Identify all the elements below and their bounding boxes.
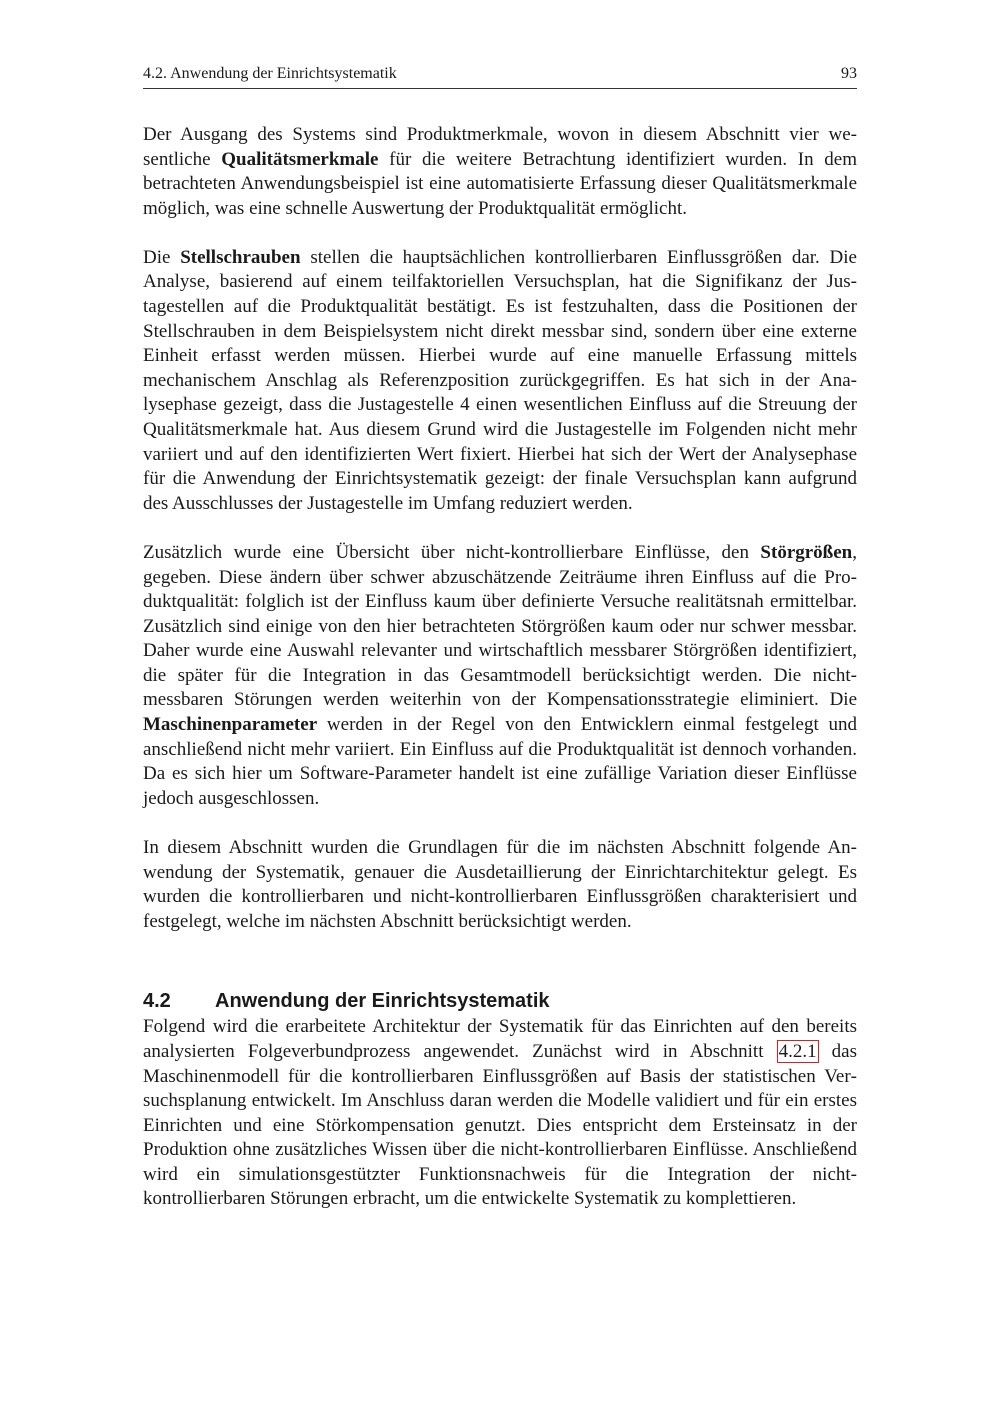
body-text (143, 123, 857, 1212)
paragraph-text: Folgend wird die erarbeitete Architektur der Systematik für das Einrichten auf den bereits analysierten Folgeverbundprozess angewendet. Zunächst wird in Abschnitt (143, 1016, 857, 1062)
running-header (143, 62, 857, 89)
paragraph-stellschrauben (143, 246, 857, 517)
page-number: 93 (841, 65, 857, 82)
paragraph-text: Die (143, 246, 181, 268)
term-qualitaetsmerkmale: Qualitätsmerkmale (221, 148, 379, 170)
running-title: 4.2. Anwendung der Einrichtsystematik (143, 65, 397, 82)
paragraph-text: werden in der Regel von den Entwicklern einmal festgelegt und anschließend nicht mehr variiert. Ein Einfluss auf die Produktqualität ist dennoch vorhanden. Da es sich hier um Software-Parameter handelt ist eine zufällige Variation dieser Einflüsse jedoch ausgeschlossen. (143, 714, 857, 809)
section-title: Anwendung der Einrichtsystematik (215, 990, 550, 1013)
paragraph-text: stellen die hauptsächlichen kontrollierbaren Einflussgrößen dar. Die Analyse, basierend auf einem teilfaktoriellen Versuchsplan, hat die Signifikanz der Justagestellen auf die Produktqualität bestätigt. Es ist festzuhalten, dass die Positionen der Stellschrauben in dem Beispielsystem nicht direkt messbar sind, sondern über eine externe Einheit erfasst werden müssen. Hierbei wurde auf eine manuelle Erfassung mittels mechanischem Anschlag als Referenzposition zurückgegriffen. Es hat sich in der Analysephase gezeigt, dass die Justagestelle 4 einen wesentlichen Einfluss auf die Streuung der Qualitätsmerkmale hat. Aus diesem Grund wird die Justagestelle im Folgenden nicht mehr variiert und auf den identifizierten Wert fixiert. Hierbei hat sich der Wert der Analysephase für die Anwendung der Einrichtsystematik gezeigt: der finale Versuchsplan kann aufgrund des Ausschlusses der Justagestelle im Umfang reduziert werden. (143, 246, 857, 514)
document-page (143, 62, 857, 1237)
paragraph-text: , gegeben. Diese ändern über schwer abzuschätzende Zeiträume ihren Einfluss auf die Produktqualität: folglich ist der Einfluss kaum über definierte Versuche realitätsnah ermittelbar. Zusätzlich sind einige von den hier betrachteten Störgrößen kaum oder nur schwer messbar. Daher wurde eine Auswahl relevanter und wirtschaftlich messbarer Störgrößen identifiziert, die später für die Integration in das Gesamtmodell berücksichtigt werden. Die nicht-messbaren Störungen werden weiterhin von der Kompensationsstrategie eliminiert. Die (143, 541, 857, 711)
term-maschinenparameter: Maschinenparameter (143, 714, 318, 736)
term-stellschrauben: Stellschrauben (180, 246, 301, 268)
paragraph-text: das Maschinenmodell für die kontrollierbaren Einflussgrößen auf Basis der statistischen Versuchsplanung entwickelt. Im Anschluss daran werden die Modelle validiert und für ein erstes Einrichten und eine Störkompensation genutzt. Dies entspricht dem Ersteinsatz in der Produktion ohne zusätzliches Wissen über die nicht-kontrollierbaren Einflüsse. Anschließend wird ein simulationsgestützter Funktionsnachweis für die Integration der nicht-kontrollierbaren Störungen erbracht, um die entwickelte Systematik zu komplettieren. (143, 1040, 858, 1210)
section-heading (143, 987, 857, 1015)
section-number: 4.2 (143, 990, 171, 1013)
paragraph-text: für die weitere Betrachtung identifiziert wurden. In dem betrachteten Anwendungsbeispiel ist eine automatisierte Erfassung dieser Qualitätsmerkmale möglich, was eine schnelle Auswertung der Produktqualität ermöglicht. (143, 148, 857, 219)
paragraph-qualitaetsmerkmale (143, 123, 857, 221)
section-cross-reference-link[interactable]: 4.2.1 (778, 1040, 817, 1062)
paragraph-text: In diesem Abschnitt wurden die Grundlagen für die im nächsten Abschnitt folgende Anwendung der Systematik, genauer die Ausdetaillierung der Einrichtarchitektur gelegt. Es wurden die kontrollierbaren und nicht-kontrollierbaren Einflussgrößen charakterisiert und festgelegt, welche im nächsten Abschnitt berücksichtigt werden. (143, 836, 857, 932)
term-stoergroessen: Störgrößen (760, 541, 853, 563)
paragraph-summary (143, 836, 857, 934)
paragraph-text: Der Ausgang des Systems sind Produktmerkmale, wovon in diesem Abschnitt vier wesentliche (143, 124, 857, 170)
paragraph-section-intro (143, 1015, 857, 1212)
paragraph-text: Zusätzlich wurde eine Übersicht über nicht-kontrollierbare Einflüsse, den (143, 541, 761, 563)
paragraph-stoergroessen (143, 541, 857, 812)
